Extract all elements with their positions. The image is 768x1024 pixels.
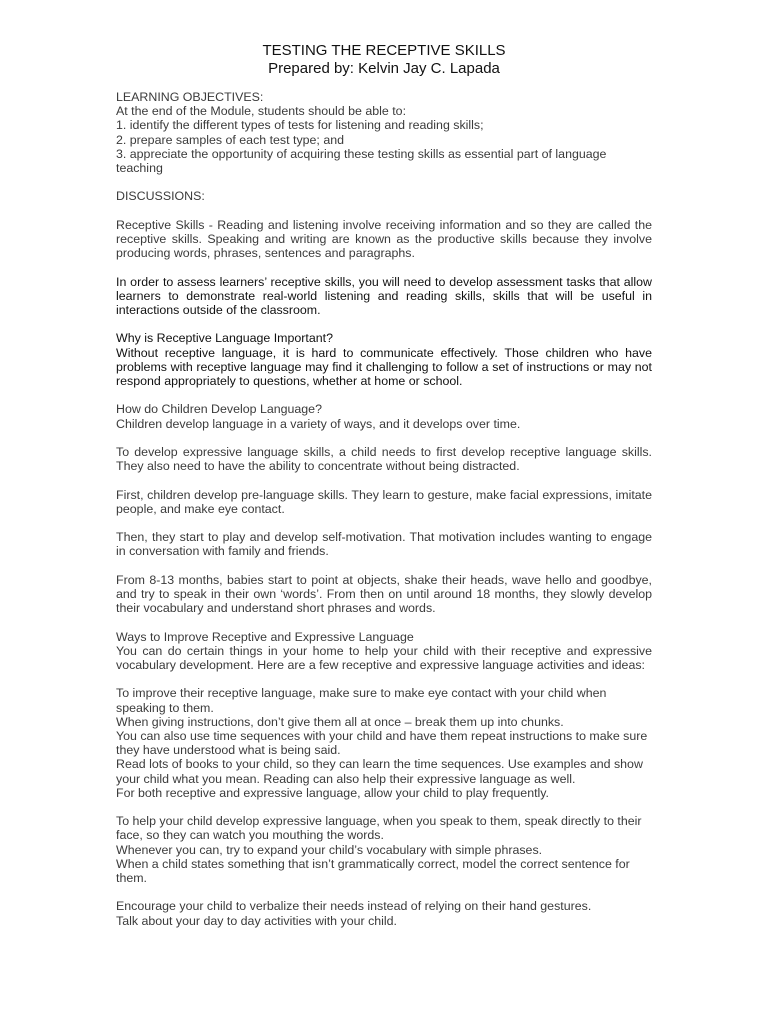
- ways-heading: Ways to Improve Receptive and Expressive Language: [116, 629, 414, 644]
- receptive-tip: Read lots of books to your child, so they can learn the time sequences. Use examples and show your child what you mean. Reading can also help their expressive language as well.: [116, 757, 643, 786]
- expressive-paragraph: To develop expressive language skills, a child needs to first develop receptive language skills. They also need to have the ability to concentrate without being distracted.: [116, 444, 652, 474]
- document-title: TESTING THE RECEPTIVE SKILLS: [262, 42, 506, 59]
- why-paragraph: Without receptive language, it is hard to communicate effectively. Those children who have problems with receptive language may find it challenging to follow a set of instructions or may not respond appropriately to questions, whether at home or school.: [116, 345, 652, 388]
- months-paragraph: From 8-13 months, babies start to point at objects, shake their heads, wave hello and goodbye, and try to speak in their own ‘words’. From then on until around 18 months, they slowly develop their vocabulary and understand short phrases and words.: [116, 572, 652, 616]
- expressive-tip: Whenever you can, try to expand your child’s vocabulary with simple phrases.: [116, 842, 543, 857]
- document-author: Prepared by: Kelvin Jay C. Lapada: [268, 60, 500, 77]
- objectives-intro: At the end of the Module, students should be able to:: [116, 104, 407, 119]
- receptive-tip: To improve their receptive language, make sure to make eye contact with your child when speaking to them.: [116, 686, 607, 715]
- how-heading: How do Children Develop Language?: [116, 402, 322, 417]
- receptive-tip: When giving instructions, don’t give them all at once – break them up into chunks.: [116, 714, 564, 729]
- first-paragraph: First, children develop pre-language skills. They learn to gesture, make facial expressions, imitate people, and make eye contact.: [116, 487, 652, 516]
- assessment-paragraph: In order to assess learners’ receptive skills, you will need to develop assessment tasks that allow learners to demonstrate real-world listening and reading skills, skills that will be useful in interactions outside of the classroom.: [116, 274, 652, 317]
- objective-item: 1. identify the different types of tests for listening and reading skills;: [116, 118, 484, 133]
- how-paragraph: Children develop language in a variety of ways, and it develops over time.: [116, 416, 521, 431]
- then-paragraph: Then, they start to play and develop self-motivation. That motivation includes wanting to engage in conversation with family and friends.: [116, 530, 652, 559]
- final-tip: Talk about your day to day activities with your child.: [116, 913, 397, 928]
- receptive-tip: For both receptive and expressive language, allow your child to play frequently.: [116, 785, 550, 800]
- receptive-skills-paragraph: Receptive Skills - Reading and listening involve receiving information and so they are called the receptive skills. Speaking and writing are known as the productive skills because they involve producing words, phrases, sentences and paragraphs.: [116, 217, 652, 261]
- ways-paragraph: You can do certain things in your home to help your child with their receptive and expressive vocabulary development. Here are a few receptive and expressive language activities and ideas:: [116, 643, 652, 672]
- document-body: [116, 90, 652, 928]
- expressive-tip: When a child states something that isn’t grammatically correct, model the correct sentence for them.: [116, 856, 630, 885]
- expressive-tip: To help your child develop expressive language, when you speak to them, speak directly to their face, so they can watch you mouthing the words.: [116, 814, 642, 843]
- receptive-tip: You can also use time sequences with your child and have them repeat instructions to make sure they have understood what is being said.: [116, 728, 648, 758]
- discussions-heading: DISCUSSIONS:: [116, 189, 205, 204]
- objective-item: 3. appreciate the opportunity of acquiring these testing skills as essential part of language teaching: [116, 146, 607, 176]
- final-tip: Encourage your child to verbalize their needs instead of relying on their hand gestures.: [116, 899, 592, 914]
- objective-item: 2. prepare samples of each test type; and: [116, 132, 344, 147]
- why-heading: Why is Receptive Language Important?: [116, 331, 333, 346]
- objectives-heading: LEARNING OBJECTIVES:: [116, 90, 264, 104]
